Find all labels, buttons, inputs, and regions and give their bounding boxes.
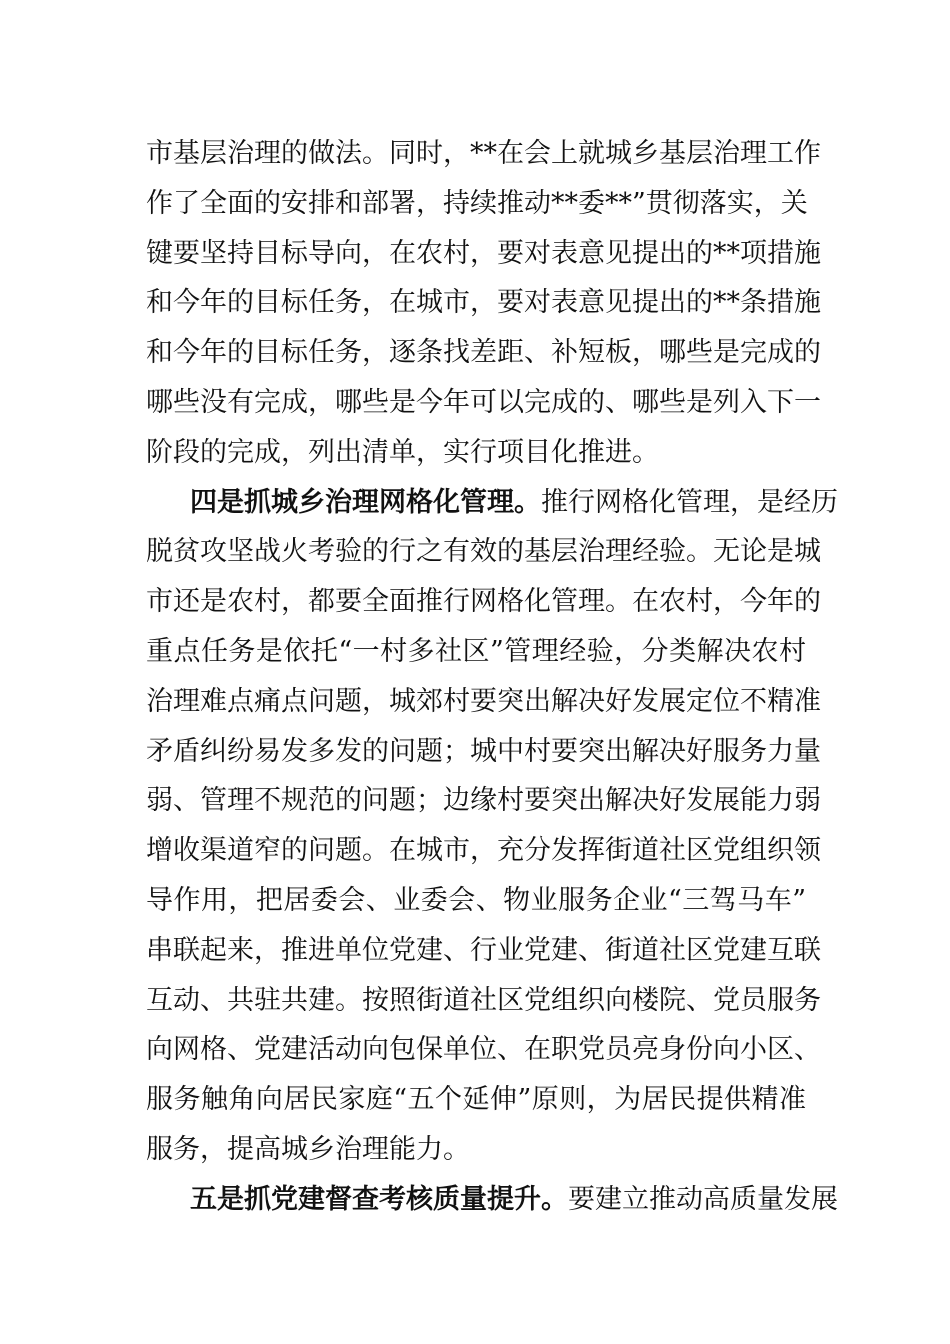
text-line: 市还是农村，都要全面推行网格化管理。在农村，今年的	[146, 586, 821, 618]
text-line: 重点任务是依托“一村多社区”管理经验，分类解决农村	[146, 635, 806, 667]
text-line: 矛盾纠纷易发多发的问题；城中村要突出解决好服务力量	[146, 735, 821, 767]
text-line: 市基层治理的做法。同时，**在会上就城乡基层治理工作	[146, 138, 821, 169]
text-line: 哪些没有完成，哪些是今年可以完成的、哪些是列入下一	[146, 386, 821, 418]
text-line: 脱贫攻坚战火考验的行之有效的基层治理经验。无论是城	[146, 536, 821, 568]
text-line: 增收渠道窄的问题。在城市，充分发挥街道社区党组织领	[146, 835, 821, 867]
paragraph-4-first-line	[146, 478, 838, 528]
text-line: 和今年的目标任务，在城市，要对表意见提出的**条措施	[146, 287, 821, 319]
text-line: 弱、管理不规范的问题；边缘村要突出解决好发展能力弱	[146, 785, 821, 817]
body-text	[146, 129, 838, 1225]
paragraph-5-heading: 五是抓党建督查考核质量提升。	[190, 1183, 568, 1215]
text-line: 互动、共驻共建。按照街道社区党组织向楼院、党员服务	[146, 984, 821, 1016]
text-line: 治理难点痛点问题，城郊村要突出解决好发展定位不精准	[146, 685, 821, 717]
text-line: 作了全面的安排和部署，持续推动**委**”贯彻落实，关	[146, 187, 808, 219]
text-line: 向网格、党建活动向包保单位、在职党员亮身份向小区、	[146, 1034, 821, 1066]
text-line: 导作用，把居委会、业委会、物业服务企业“三驾马车”	[146, 884, 806, 916]
paragraph-4-lead: 推行网格化管理，是经历	[541, 486, 838, 518]
paragraph-4-heading: 四是抓城乡治理网格化管理。	[190, 486, 541, 518]
text-line: 服务，提高城乡治理能力。	[146, 1133, 470, 1165]
text-line: 和今年的目标任务，逐条找差距、补短板，哪些是完成的	[146, 337, 821, 369]
text-line: 服务触角向居民家庭“五个延伸”原则，为居民提供精准	[146, 1084, 806, 1116]
paragraph-5-lead: 要建立推动高质量发展	[568, 1183, 838, 1215]
text-line: 阶段的完成，列出清单，实行项目化推进。	[146, 436, 659, 468]
text-line: 串联起来，推进单位党建、行业党建、街道社区党建互联	[146, 934, 821, 966]
paragraph-5-first-line	[146, 1175, 838, 1225]
text-line: 键要坚持目标导向，在农村，要对表意见提出的**项措施	[146, 237, 821, 269]
